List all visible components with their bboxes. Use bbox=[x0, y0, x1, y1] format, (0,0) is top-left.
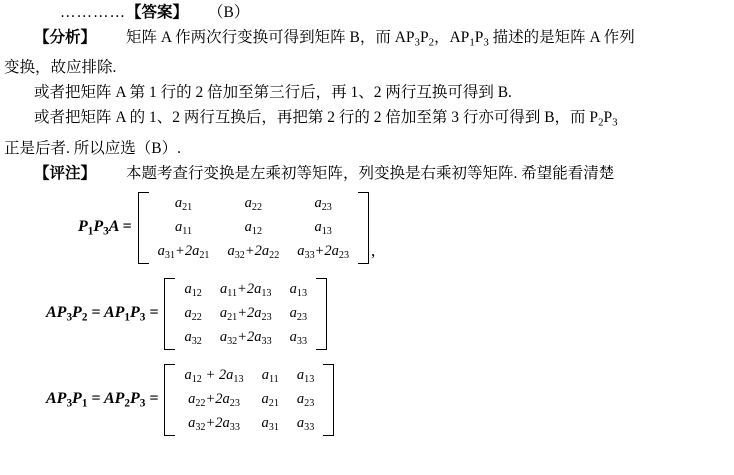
analysis-line-1 bbox=[0, 25, 734, 55]
matrix-cell: $a_{22}+2a_{23}$ bbox=[188, 390, 240, 409]
matrix-cell: $a_{13}$ bbox=[289, 280, 308, 299]
matrix-cell: $a_{12}$ bbox=[184, 280, 202, 299]
analysis-text-2: 变换，故应排除. bbox=[4, 59, 117, 77]
matrix-cell: $a_{33}$ bbox=[289, 328, 308, 347]
matrix-cell: $a_{13}$ bbox=[296, 366, 315, 385]
equation-1 bbox=[78, 192, 734, 264]
matrix-cell: $a_{23}$ bbox=[289, 304, 308, 323]
bracket-right bbox=[358, 192, 369, 264]
equation-2 bbox=[46, 278, 734, 350]
equation-3 bbox=[46, 364, 734, 436]
leader-dots: ………… bbox=[60, 4, 126, 21]
equation-1-trailing: , bbox=[371, 240, 376, 260]
matrix-cell: $a_{32}+2a_{33}$ bbox=[188, 414, 240, 433]
comment-label: 【评注】 bbox=[34, 164, 97, 182]
matrix-cell: $a_{11}$ bbox=[175, 218, 193, 237]
matrix-cell: $a_{12}$ bbox=[244, 218, 263, 237]
matrix-cell: $a_{33}$ bbox=[296, 414, 315, 433]
matrix-cell: $a_{11}$ bbox=[261, 366, 279, 385]
matrix-cell: $a_{32}+2a_{22}$ bbox=[227, 242, 280, 261]
answer-line bbox=[0, 0, 734, 25]
matrix-cell: $a_{31}$ bbox=[261, 414, 279, 433]
matrix-cell: $a_{32}+2a_{33}$ bbox=[219, 328, 272, 347]
matrix-row bbox=[175, 364, 323, 388]
equation-2-lhs: $AP_3P_2 = AP_1P_3$ = bbox=[46, 303, 159, 324]
answer-label: 【答案】 bbox=[126, 4, 189, 21]
matrix-row bbox=[149, 216, 358, 240]
equation-2-matrix bbox=[164, 278, 327, 350]
matrix-cell: $a_{31}+2a_{21}$ bbox=[157, 242, 210, 261]
equation-3-matrix bbox=[164, 364, 334, 436]
matrix-cell: $a_{11}+2a_{13}$ bbox=[220, 280, 272, 299]
matrix-cell: $a_{33}+2a_{23}$ bbox=[297, 242, 350, 261]
matrix-cell: $a_{23}$ bbox=[314, 194, 332, 213]
bracket-right bbox=[323, 364, 334, 436]
matrix-table bbox=[175, 278, 316, 350]
analysis-label: 【分析】 bbox=[34, 29, 97, 46]
analysis-text-5: 正是后者. 所以应选（B）. bbox=[4, 139, 181, 157]
matrix-table bbox=[149, 192, 358, 264]
comment-text: 本题考查行变换是左乘初等矩阵，列变换是右乘初等矩阵. 希望能看清楚 bbox=[126, 164, 615, 182]
analysis-text-1: 矩阵 A 作两次行变换可得到矩阵 B，而 $AP_3P_2$，$AP_1P_3$ 描述的是矩阵 A 作列 bbox=[126, 29, 635, 49]
analysis-text-4: 或者把矩阵 A 的 1、2 两行互换后，再把第 2 行的 2 倍加至第 3 行亦可得到 B，而 $P_2P_3$ bbox=[34, 109, 618, 129]
matrix-row bbox=[175, 302, 316, 326]
matrix-cell: $a_{21}$ bbox=[261, 390, 279, 409]
matrix-cell: $a_{21}+2a_{23}$ bbox=[219, 304, 272, 323]
matrix-cell: $a_{22}$ bbox=[244, 194, 263, 213]
matrix-row bbox=[149, 240, 358, 264]
matrix-row bbox=[175, 326, 316, 350]
analysis-text-3: 或者把矩阵 A 第 1 行的 2 倍加至第三行后，再 1、2 两行互换可得到 B. bbox=[34, 84, 512, 102]
matrix-cell: $a_{32}$ bbox=[184, 328, 202, 347]
matrix-cell: $a_{22}$ bbox=[184, 304, 202, 323]
matrix-cell: $a_{13}$ bbox=[314, 218, 332, 237]
analysis-line-3 bbox=[0, 80, 734, 105]
matrix-row bbox=[175, 278, 316, 302]
matrix-table bbox=[175, 364, 323, 436]
matrix-row bbox=[149, 192, 358, 216]
bracket-right bbox=[316, 278, 327, 350]
analysis-line-4 bbox=[0, 105, 734, 135]
equation-3-lhs: $AP_3P_1 = AP_2P_3$ = bbox=[46, 390, 159, 410]
matrix-cell: $a_{21}$ bbox=[174, 194, 193, 213]
analysis-line-2 bbox=[0, 55, 734, 80]
matrix-cell: $a_{12} + 2a_{13}$ bbox=[184, 366, 244, 385]
matrix-row bbox=[175, 388, 323, 412]
analysis-line-5 bbox=[0, 136, 734, 161]
matrix-cell: $a_{23}$ bbox=[296, 390, 315, 409]
bracket-left bbox=[164, 364, 175, 436]
matrix-row bbox=[175, 412, 323, 436]
bracket-left bbox=[138, 192, 149, 264]
bracket-left bbox=[164, 278, 175, 350]
equation-1-matrix bbox=[138, 192, 369, 264]
equation-1-lhs: $P_1P_3A$ = bbox=[78, 217, 132, 238]
comment-line bbox=[0, 161, 734, 186]
answer-value: （B） bbox=[208, 4, 250, 21]
